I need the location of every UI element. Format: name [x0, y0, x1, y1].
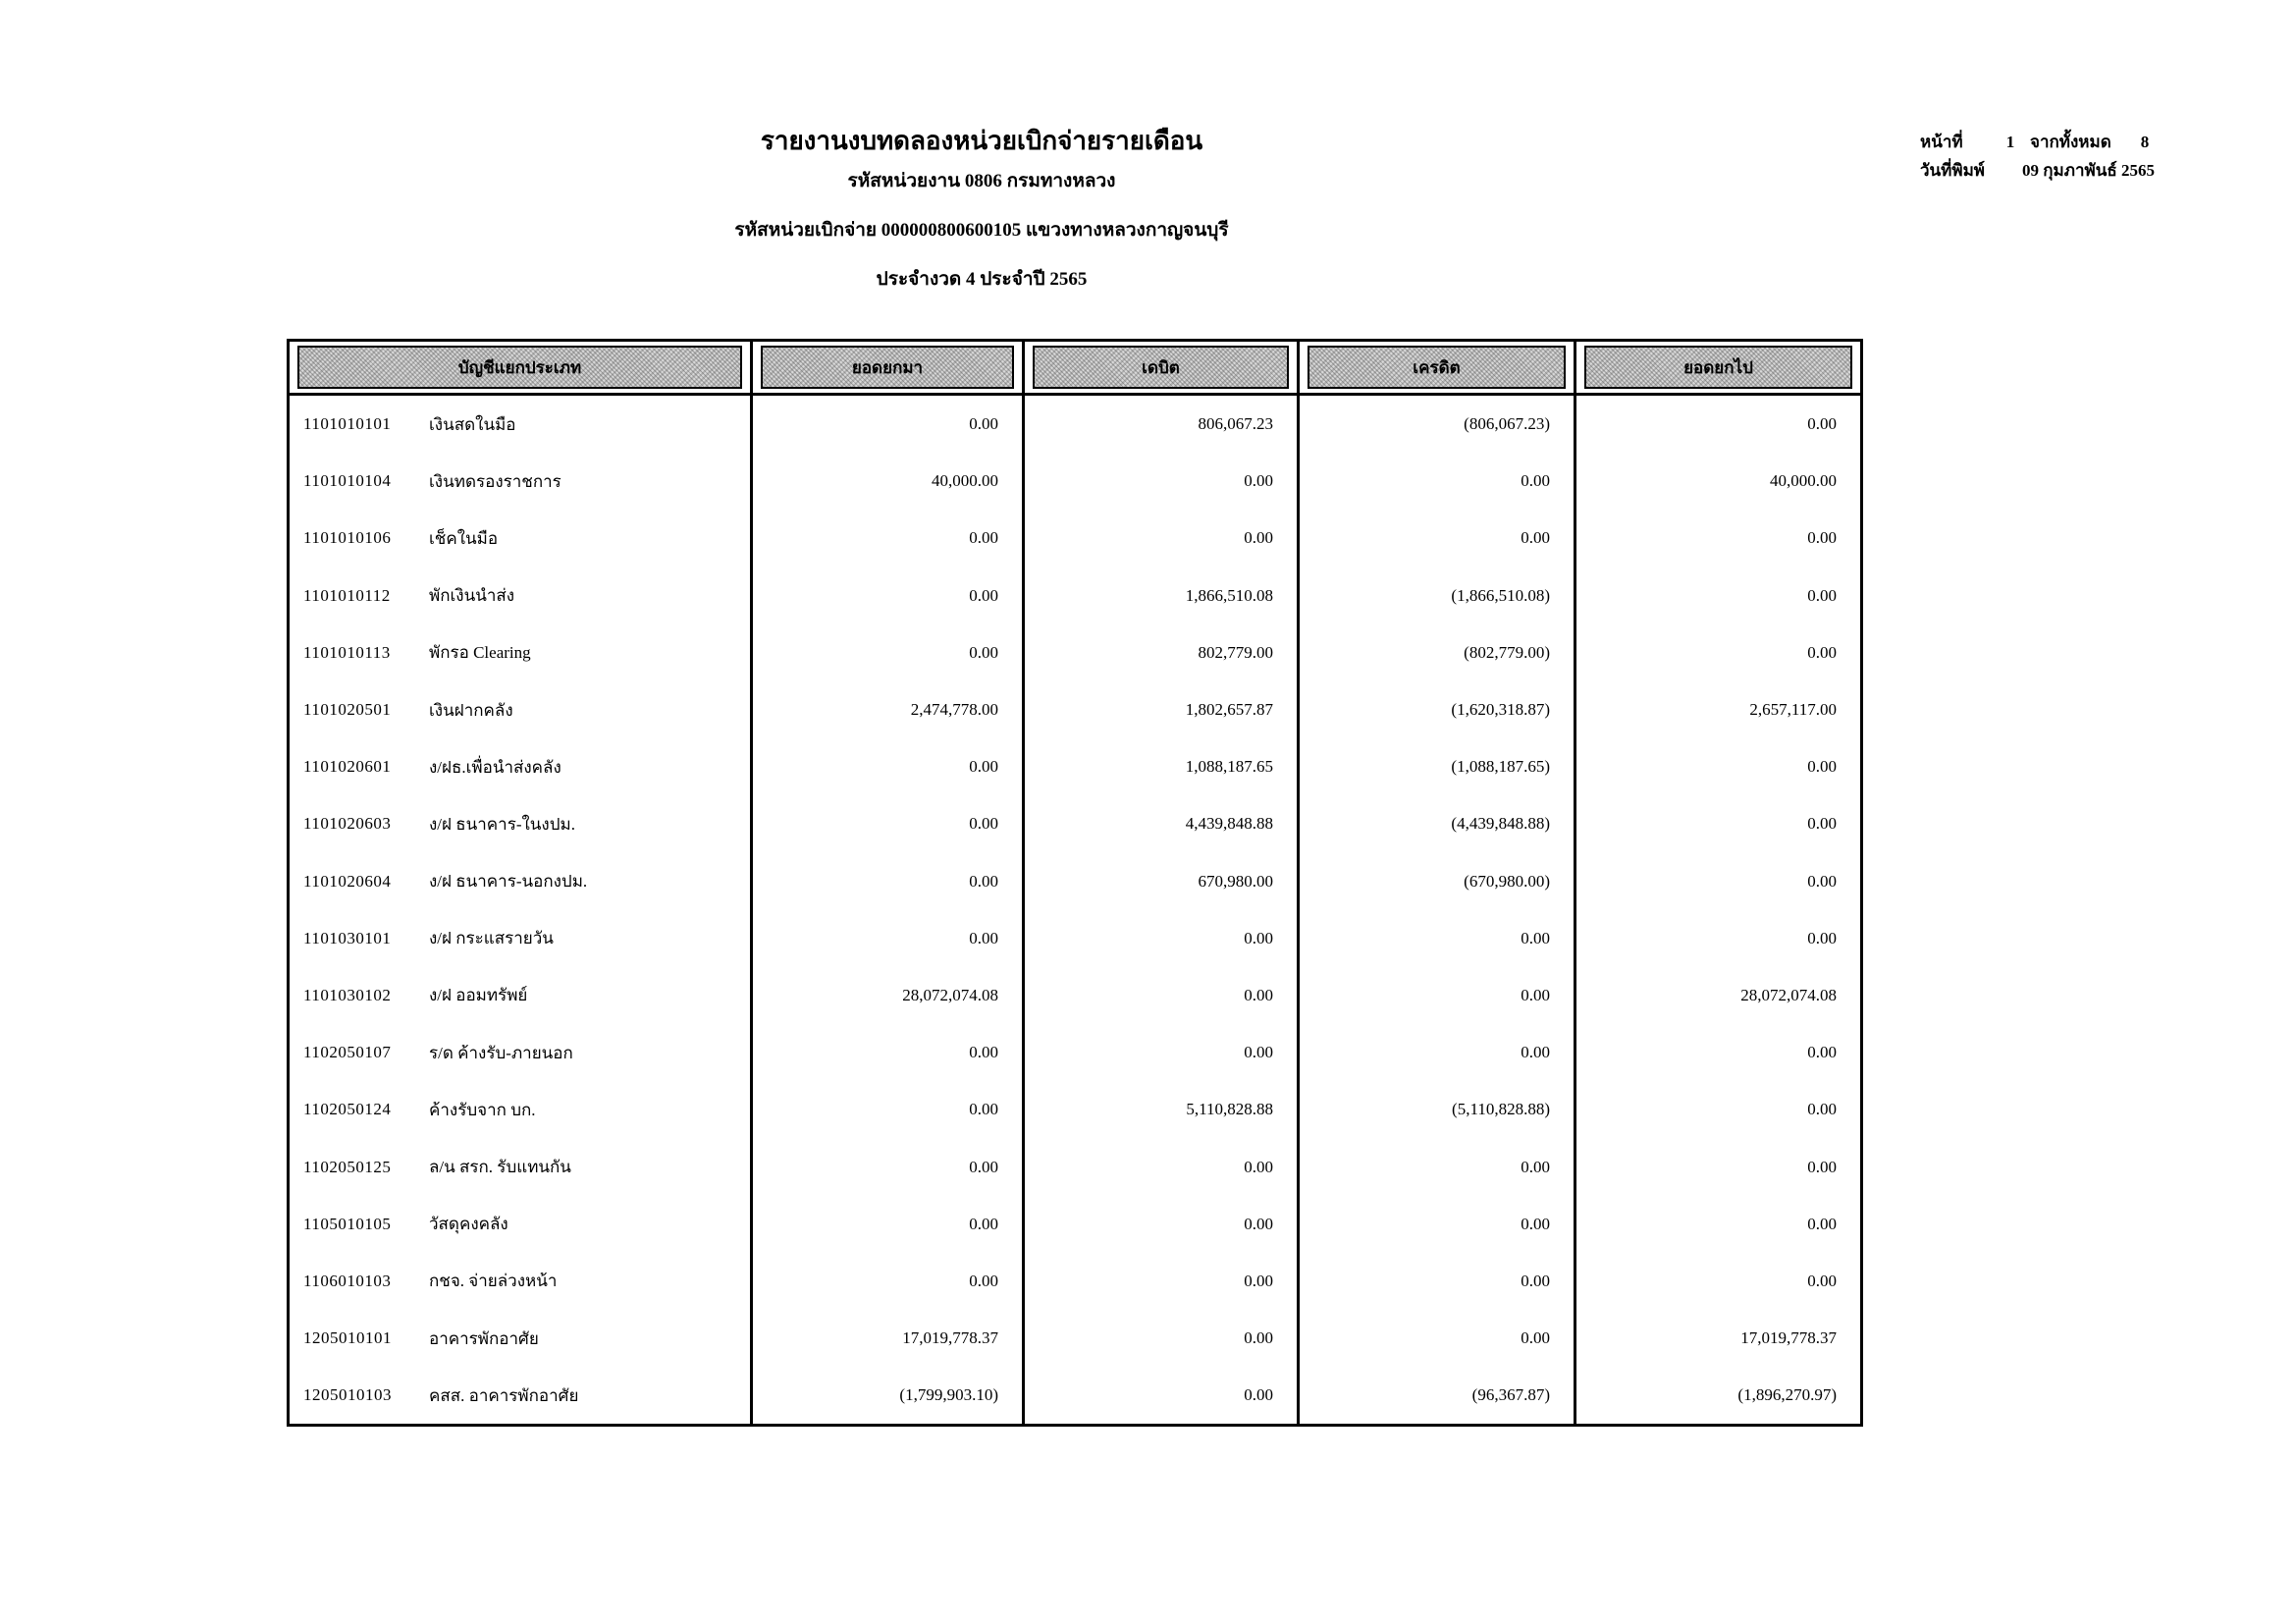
- account-code: 1101020603: [303, 814, 392, 834]
- ending-balance-value: 0.00: [1807, 928, 1837, 947]
- column-header-account: บัญชีแยกประเภท: [297, 346, 742, 389]
- table-row: [290, 738, 1860, 795]
- ending-balance-value: 0.00: [1807, 1157, 1837, 1176]
- table-row: [290, 1196, 1860, 1253]
- account-code: 1101030102: [303, 985, 392, 1004]
- credit-value: 0.00: [1300, 1253, 1576, 1310]
- table-row: [290, 568, 1860, 624]
- table-row: [290, 910, 1860, 967]
- debit-value: 802,779.00: [1025, 624, 1300, 681]
- trial-balance-table: [287, 339, 1863, 1427]
- column-header-debit: เดบิต: [1033, 346, 1289, 389]
- ending-balance-value: 0.00: [1807, 1100, 1837, 1119]
- print-date: 09 กุมภาพันธ์ 2565: [2022, 161, 2155, 180]
- debit-value: 0.00: [1025, 1253, 1300, 1310]
- ending-balance-value: 0.00: [1807, 757, 1837, 777]
- ending-balance-value: 0.00: [1807, 585, 1837, 605]
- debit-value: 0.00: [1025, 453, 1300, 510]
- beginning-balance-value: 0.00: [753, 1024, 1025, 1081]
- ending-balance-value: 0.00: [1807, 642, 1837, 662]
- beginning-balance-value: 0.00: [753, 624, 1025, 681]
- debit-value: 1,802,657.87: [1025, 681, 1300, 738]
- table-row: [290, 1253, 1860, 1310]
- account-code: 1101010104: [303, 471, 392, 491]
- account-code: 1102050125: [303, 1157, 392, 1176]
- credit-value: (4,439,848.88): [1300, 795, 1576, 852]
- ending-balance-value: 0.00: [1807, 1043, 1837, 1062]
- beginning-balance-value: 0.00: [753, 1081, 1025, 1138]
- debit-value: 806,067.23: [1025, 396, 1300, 453]
- beginning-balance-value: 0.00: [753, 1196, 1025, 1253]
- account-code: 1102050124: [303, 1100, 392, 1119]
- account-name: พักรอ Clearing: [429, 643, 531, 663]
- pages-total: 8: [2140, 133, 2150, 151]
- account-name: เงินฝากคลัง: [429, 700, 513, 720]
- report-period-line: ประจำงวด 4 ประจำปี 2565: [876, 269, 1088, 290]
- beginning-balance-value: 17,019,778.37: [753, 1310, 1025, 1367]
- account-cell: [290, 738, 753, 795]
- table-row: [290, 1024, 1860, 1081]
- debit-value: 670,980.00: [1025, 853, 1300, 910]
- page-number-row: [1920, 128, 2155, 156]
- beginning-balance-value: 0.00: [753, 396, 1025, 453]
- account-code: 1101030101: [303, 928, 392, 947]
- print-date-row: [1920, 156, 2155, 185]
- credit-value: (670,980.00): [1300, 853, 1576, 910]
- account-name: ร/ด ค้างรับ-ภายนอก: [429, 1043, 573, 1062]
- credit-value: 0.00: [1300, 1196, 1576, 1253]
- account-cell: [290, 681, 753, 738]
- account-code: 1205010103: [303, 1385, 392, 1405]
- table-row: [290, 510, 1860, 567]
- table-row: [290, 1138, 1860, 1195]
- page-number: 1: [2005, 133, 2015, 151]
- table-header-row: [290, 342, 1860, 396]
- table-row: [290, 624, 1860, 681]
- debit-value: 1,088,187.65: [1025, 738, 1300, 795]
- report-agency-line: รหัสหน่วยงาน 0806 กรมทางหลวง: [847, 171, 1116, 191]
- account-cell: [290, 1310, 753, 1367]
- account-cell: [290, 453, 753, 510]
- table-row: [290, 967, 1860, 1024]
- account-code: 1101010106: [303, 528, 392, 548]
- credit-value: (5,110,828.88): [1300, 1081, 1576, 1138]
- account-name: กชจ. จ่ายล่วงหน้า: [429, 1272, 558, 1291]
- column-header-credit: เครดิต: [1308, 346, 1566, 389]
- debit-value: 0.00: [1025, 967, 1300, 1024]
- debit-value: 0.00: [1025, 510, 1300, 567]
- account-cell: [290, 910, 753, 967]
- credit-value: 0.00: [1300, 1024, 1576, 1081]
- debit-value: 0.00: [1025, 1196, 1300, 1253]
- account-cell: [290, 1196, 753, 1253]
- beginning-balance-value: 0.00: [753, 1253, 1025, 1310]
- debit-value: 0.00: [1025, 1024, 1300, 1081]
- ending-balance-value: 0.00: [1807, 1271, 1837, 1290]
- account-name: ง/ฝ กระแสรายวัน: [429, 929, 554, 948]
- account-cell: [290, 1024, 753, 1081]
- credit-value: (806,067.23): [1300, 396, 1576, 453]
- account-name: คสส. อาคารพักอาศัย: [429, 1385, 579, 1405]
- report-header: [285, 126, 1679, 317]
- beginning-balance-value: 2,474,778.00: [753, 681, 1025, 738]
- account-name: เช็คในมือ: [429, 528, 499, 548]
- account-code: 1102050107: [303, 1043, 392, 1062]
- credit-value: (1,088,187.65): [1300, 738, 1576, 795]
- credit-value: (802,779.00): [1300, 624, 1576, 681]
- table-row: [290, 681, 1860, 738]
- beginning-balance-value: 28,072,074.08: [753, 967, 1025, 1024]
- ending-balance-value: 0.00: [1807, 814, 1837, 834]
- report-title: รายงานงบทดลองหน่วยเบิกจ่ายรายเดือน: [760, 127, 1203, 155]
- account-name: ง/ฝ ธนาคาร-นอกงปม.: [429, 872, 588, 892]
- beginning-balance-value: (1,799,903.10): [753, 1367, 1025, 1424]
- account-cell: [290, 1081, 753, 1138]
- credit-value: 0.00: [1300, 967, 1576, 1024]
- account-cell: [290, 510, 753, 567]
- table-row: [290, 1367, 1860, 1424]
- debit-value: 4,439,848.88: [1025, 795, 1300, 852]
- table-row: [290, 1310, 1860, 1367]
- account-code: 1105010105: [303, 1214, 392, 1233]
- beginning-balance-value: 0.00: [753, 568, 1025, 624]
- account-code: 1205010101: [303, 1328, 392, 1348]
- account-code: 1101020601: [303, 757, 392, 777]
- debit-value: 0.00: [1025, 1367, 1300, 1424]
- table-row: [290, 1081, 1860, 1138]
- account-cell: [290, 396, 753, 453]
- account-code: 1101020501: [303, 700, 392, 720]
- account-name: ง/ฝ ธนาคาร-ในงปม.: [429, 814, 575, 834]
- account-cell: [290, 795, 753, 852]
- ending-balance-value: 28,072,074.08: [1740, 985, 1837, 1004]
- account-cell: [290, 624, 753, 681]
- pages-total-label: จากทั้งหมด: [2030, 133, 2111, 151]
- credit-value: (96,367.87): [1300, 1367, 1576, 1424]
- print-date-label: วันที่พิมพ์: [1920, 161, 1985, 180]
- account-name: วัสดุคงคลัง: [429, 1215, 508, 1234]
- account-code: 1101010113: [303, 642, 391, 662]
- account-cell: [290, 568, 753, 624]
- account-name: เงินทดรองราชการ: [429, 471, 561, 491]
- ending-balance-value: 0.00: [1807, 414, 1837, 434]
- ending-balance-value: (1,896,270.97): [1737, 1385, 1837, 1405]
- debit-value: 0.00: [1025, 1310, 1300, 1367]
- ending-balance-value: 0.00: [1807, 528, 1837, 548]
- credit-value: (1,866,510.08): [1300, 568, 1576, 624]
- column-header-ending-balance: ยอดยกไป: [1584, 346, 1852, 389]
- column-header-beginning-balance: ยอดยกมา: [761, 346, 1014, 389]
- account-name: เงินสดในมือ: [429, 414, 516, 434]
- ending-balance-value: 2,657,117.00: [1749, 700, 1837, 720]
- account-name: ค้างรับจาก บก.: [429, 1100, 536, 1119]
- account-name: ง/ฝ ออมทรัพย์: [429, 986, 528, 1005]
- beginning-balance-value: 0.00: [753, 510, 1025, 567]
- beginning-balance-value: 40,000.00: [753, 453, 1025, 510]
- credit-value: 0.00: [1300, 1310, 1576, 1367]
- beginning-balance-value: 0.00: [753, 910, 1025, 967]
- credit-value: (1,620,318.87): [1300, 681, 1576, 738]
- table-row: [290, 795, 1860, 852]
- debit-value: 1,866,510.08: [1025, 568, 1300, 624]
- beginning-balance-value: 0.00: [753, 853, 1025, 910]
- account-cell: [290, 967, 753, 1024]
- account-name: ง/ฝธ.เพื่อนำส่งคลัง: [429, 757, 561, 777]
- page-label: หน้าที่: [1920, 133, 1963, 151]
- beginning-balance-value: 0.00: [753, 1138, 1025, 1195]
- debit-value: 5,110,828.88: [1025, 1081, 1300, 1138]
- table-row: [290, 453, 1860, 510]
- beginning-balance-value: 0.00: [753, 738, 1025, 795]
- account-cell: [290, 1253, 753, 1310]
- credit-value: 0.00: [1300, 510, 1576, 567]
- account-name: ล/น สรก. รับแทนกัน: [429, 1158, 571, 1177]
- account-name: อาคารพักอาศัย: [429, 1328, 539, 1348]
- credit-value: 0.00: [1300, 910, 1576, 967]
- ending-balance-value: 0.00: [1807, 871, 1837, 891]
- account-cell: [290, 1367, 753, 1424]
- account-code: 1101020604: [303, 871, 392, 891]
- ending-balance-value: 40,000.00: [1770, 471, 1837, 491]
- ending-balance-value: 0.00: [1807, 1214, 1837, 1233]
- account-code: 1101010112: [303, 585, 391, 605]
- debit-value: 0.00: [1025, 910, 1300, 967]
- page-info: [1920, 128, 2155, 185]
- report-unit-line: รหัสหน่วยเบิกจ่าย 000000800600105 แขวงทางหลวงกาญจนบุรี: [734, 220, 1229, 241]
- table-body: [290, 396, 1860, 1424]
- beginning-balance-value: 0.00: [753, 795, 1025, 852]
- account-code: 1106010103: [303, 1271, 392, 1290]
- table-row: [290, 396, 1860, 453]
- table-row: [290, 853, 1860, 910]
- account-name: พักเงินนำส่ง: [429, 586, 515, 606]
- ending-balance-value: 17,019,778.37: [1740, 1328, 1837, 1348]
- account-cell: [290, 1138, 753, 1195]
- debit-value: 0.00: [1025, 1138, 1300, 1195]
- credit-value: 0.00: [1300, 1138, 1576, 1195]
- credit-value: 0.00: [1300, 453, 1576, 510]
- account-cell: [290, 853, 753, 910]
- account-code: 1101010101: [303, 414, 392, 434]
